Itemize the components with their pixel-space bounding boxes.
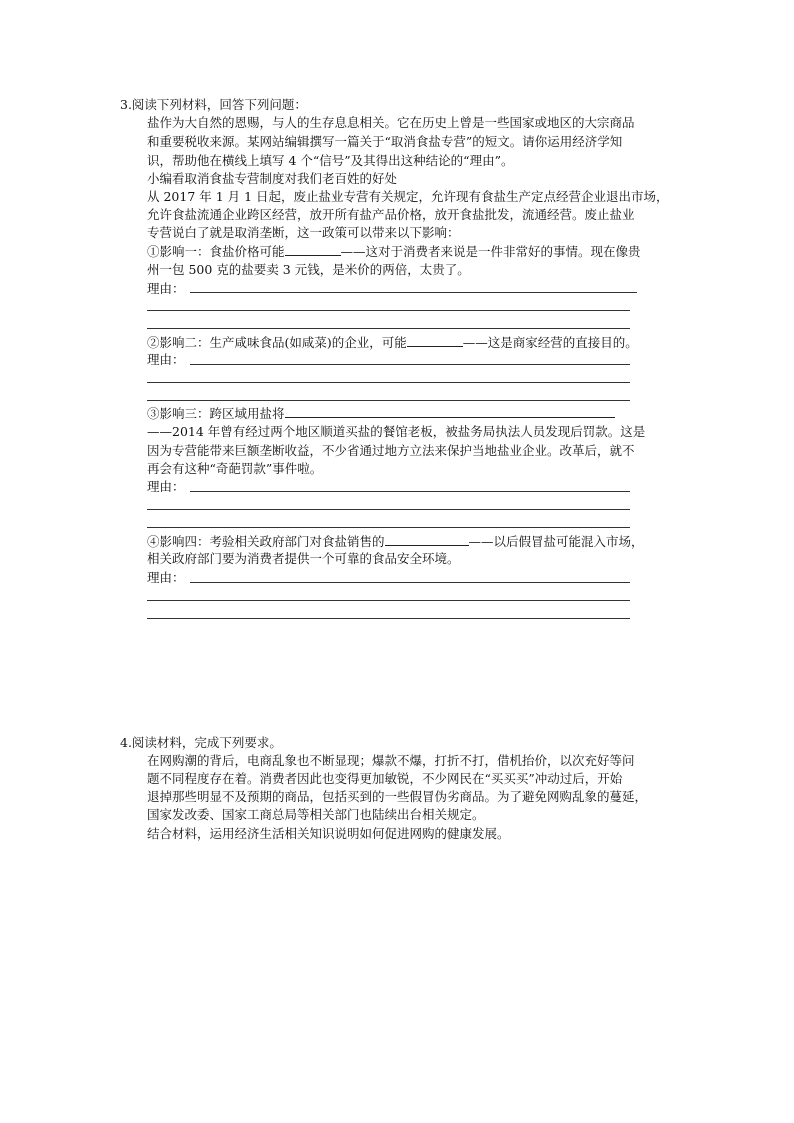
impact1-blank[interactable] [285,243,341,256]
impact1-suffix: ——这对于消费者来说是一件非常好的事情。现在像贵 [340,244,641,259]
q3-subtitle: 小编看取消食盐专营制度对我们老百姓的好处 [147,171,398,186]
impact3-line-1 [147,405,615,421]
impact2-answer-line-3[interactable] [147,400,630,401]
q3-intro-line-1: 盐作为大自然的恩赐，与人的生存息息相关。它在历史上曾是一些国家或地区的大宗商品 [147,115,635,130]
impact4-answer-line-1[interactable] [190,582,630,583]
impact4-line-2: 相关政府部门要为消费者提供一个可靠的食品安全环境。 [147,551,460,566]
impact4-line-1 [147,533,644,549]
impact2-blank[interactable] [407,334,463,347]
q4-para-line-4: 国家发改委、国家工商总局等相关部门也陆续出台相关规定。 [147,807,485,822]
impact4-answer-line-2[interactable] [147,600,630,601]
q4-title: 4.阅读材料，完成下列要求。 [120,735,282,750]
impact1-answer-line-2[interactable] [147,310,630,311]
impact3-line-2: ——2014 年曾有经过两个地区顺道买盐的餐馆老板，被盐务局执法人员发现后罚款。这是 [147,424,646,439]
impact2-reason-label: 理由： [147,352,185,367]
impact4-reason-label: 理由： [147,570,185,585]
impact4-answer-line-3[interactable] [147,618,630,619]
impact4-prefix: ④影响四：考验相关政府部门对食盐销售的 [147,534,385,549]
q4-task: 结合材料，运用经济生活相关知识说明如何促进网购的健康发展。 [147,826,510,841]
impact1-line-2: 州一包 500 克的盐要卖 3 元钱，是米价的两倍，太贵了。 [147,262,470,277]
q3-intro-line-2: 和重要税收来源。某网站编辑撰写一篇关于“取消食盐专营”的短文。请你运用经济学知 [147,134,623,149]
impact3-answer-line-2[interactable] [147,509,630,510]
impact1-answer-line-1[interactable] [190,292,637,293]
q4-para-line-2: 题不同程度存在着。消费者因此也变得更加敏锐，不少网民在“买买买”冲动过后，开始 [147,771,623,786]
q3-intro-line-3: 识，帮助他在横线上填写 4 个“信号”及其得出这种结论的“理由”。 [147,153,514,168]
impact2-answer-line-2[interactable] [147,382,630,383]
impact2-answer-line-1[interactable] [190,364,630,365]
impact3-prefix: ③影响三：跨区域用盐将 [147,406,285,421]
impact3-blank[interactable] [285,405,615,418]
impact4-suffix: ——以后假冒盐可能混入市场， [468,534,644,549]
impact1-line-1 [147,243,641,259]
q3-para-line-3: 专营说白了就是取消垄断，这一政策可以带来以下影响： [147,225,460,240]
q4-para-line-3: 退掉那些明显不及预期的商品，包括买到的一些假冒伪劣商品。为了避免网购乱象的蔓延， [147,789,648,804]
impact3-line-3: 因为专营能带来巨额垄断收益，不少省通过地方立法来保护当地盐业企业。改革后，就不 [147,443,635,458]
impact2-line-1 [147,334,638,350]
impact1-reason-label: 理由： [147,281,185,296]
impact3-answer-line-3[interactable] [147,527,630,528]
impact3-answer-line-1[interactable] [190,491,630,492]
impact1-prefix: ①影响一：食盐价格可能 [147,244,285,259]
q3-para-line-2: 允许食盐流通企业跨区经营，放开所有盐产品价格，放开食盐批发，流通经营。废止盐业 [147,207,635,222]
impact3-reason-label: 理由： [147,479,185,494]
impact4-blank[interactable] [385,533,469,546]
impact1-answer-line-3[interactable] [147,328,630,329]
impact2-suffix: ——这是商家经营的直接目的。 [462,335,638,350]
q3-title: 3.阅读下列材料，回答下列问题： [120,97,307,112]
impact3-line-4: 再会有这种“奇葩罚款”事件啦。 [147,461,323,476]
q4-para-line-1: 在网购潮的背后，电商乱象也不断显现；爆款不爆，打折不打，借机抬价，以次充好等问 [147,753,635,768]
q3-para-line-1: 从 2017 年 1 月 1 日起，废止盐业专营有关规定，允许现有食盐生产定点经营企业退出市场， [147,189,669,204]
impact2-prefix: ②影响二：生产咸味食品(如咸菜)的企业，可能 [147,335,407,350]
